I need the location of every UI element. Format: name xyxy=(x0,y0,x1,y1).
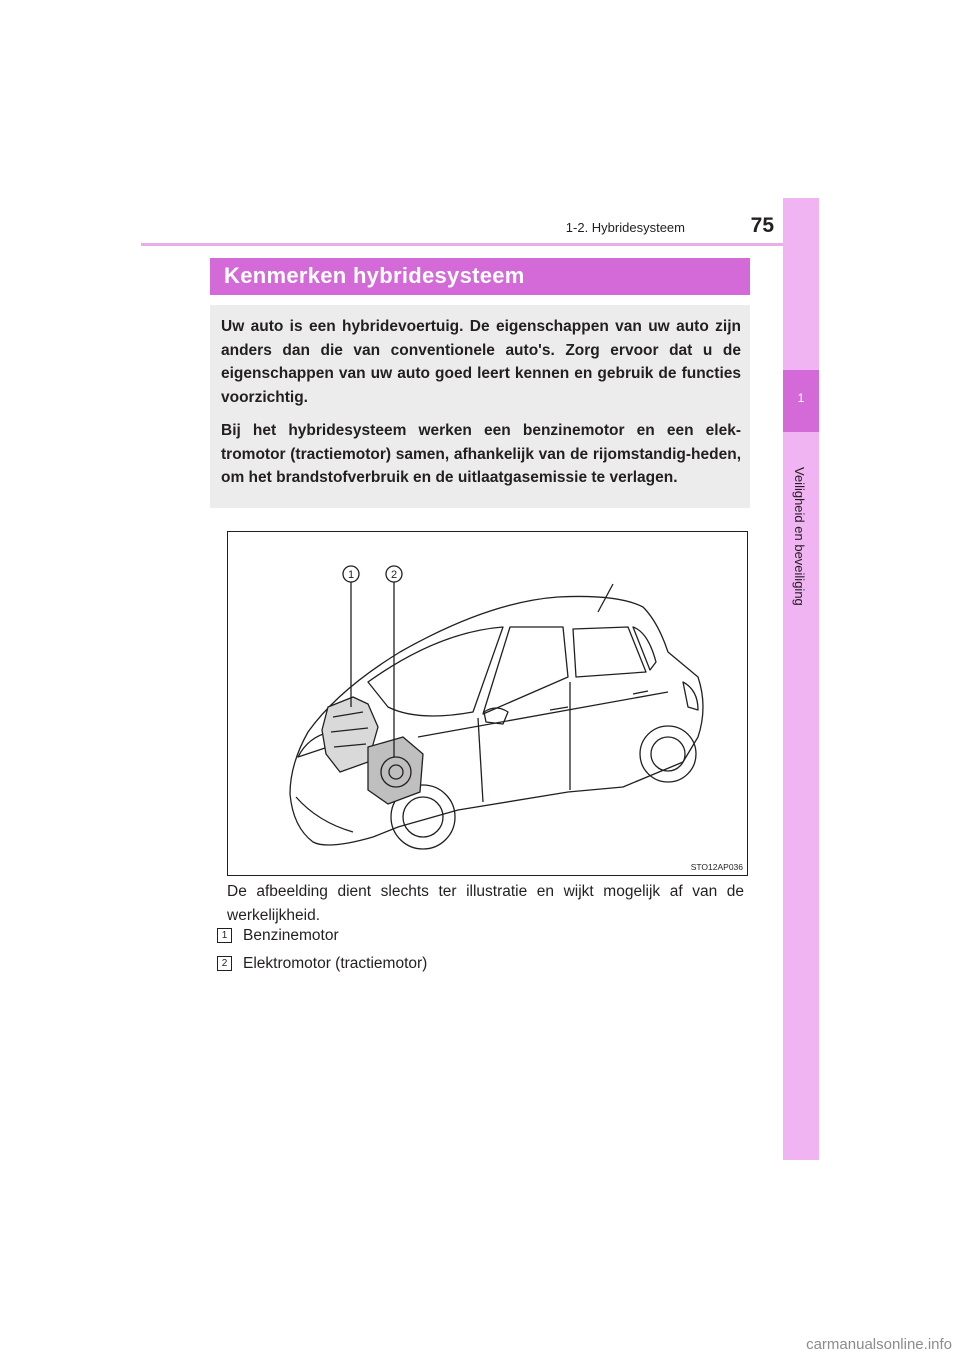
door-handle xyxy=(633,691,648,694)
legend-label: Benzinemotor xyxy=(243,927,339,944)
legend-marker: 2 xyxy=(217,956,232,971)
page-number: 75 xyxy=(750,214,774,237)
side-tab-strip xyxy=(783,198,819,1160)
section-title: Kenmerken hybridesysteem xyxy=(224,263,525,288)
figure-code: STO12AP036 xyxy=(690,862,743,872)
section-title-banner xyxy=(210,258,750,295)
door-handle xyxy=(550,707,568,710)
front-window xyxy=(483,627,568,714)
chapter-title: Veiligheid en beveiliging xyxy=(792,467,807,606)
intro-box xyxy=(210,305,750,508)
rear-window xyxy=(573,627,646,677)
front-wheel-rim xyxy=(403,797,443,837)
intro-paragraph: Bij het hybridesysteem werken een benzinemotor en een elek-tromotor (tractiemotor) samen, afhankelijk van de rijomstandig-heden, om het brandstofverbruik en de uitlaatgasemissie te verlagen. xyxy=(221,422,741,486)
header-section-title: 1-2. Hybridesysteem xyxy=(565,220,685,235)
bumper-line xyxy=(296,797,353,832)
tail-light xyxy=(683,682,698,710)
callout-label: 1 xyxy=(347,569,355,581)
legend-marker: 1 xyxy=(217,928,232,943)
hybrid-car-illustration xyxy=(227,531,748,876)
side-mirror xyxy=(484,708,508,724)
door-line xyxy=(478,718,483,802)
intro-paragraph: Uw auto is een hybridevoertuig. De eigenschappen van uw auto zijn anders dan die van conventionele auto's. Zorg ervoor dat u de eigenschappen van uw auto goed leert kennen en gebruik de functies voorzichtig. xyxy=(221,318,741,406)
header-divider xyxy=(141,243,818,246)
chapter-number: 1 xyxy=(797,391,805,405)
windshield xyxy=(368,627,503,716)
watermark: carmanualsonline.info xyxy=(806,1336,952,1353)
legend-label: Elektromotor (tractiemotor) xyxy=(243,955,428,972)
electric-motor xyxy=(368,737,423,804)
callout-label: 2 xyxy=(390,569,398,581)
car-engine-drawing xyxy=(228,532,747,875)
figure-caption: De afbeelding dient slechts ter illustratie en wijkt mogelijk af van de werkelijkheid. xyxy=(227,883,744,924)
rear-wheel-rim xyxy=(651,737,685,771)
